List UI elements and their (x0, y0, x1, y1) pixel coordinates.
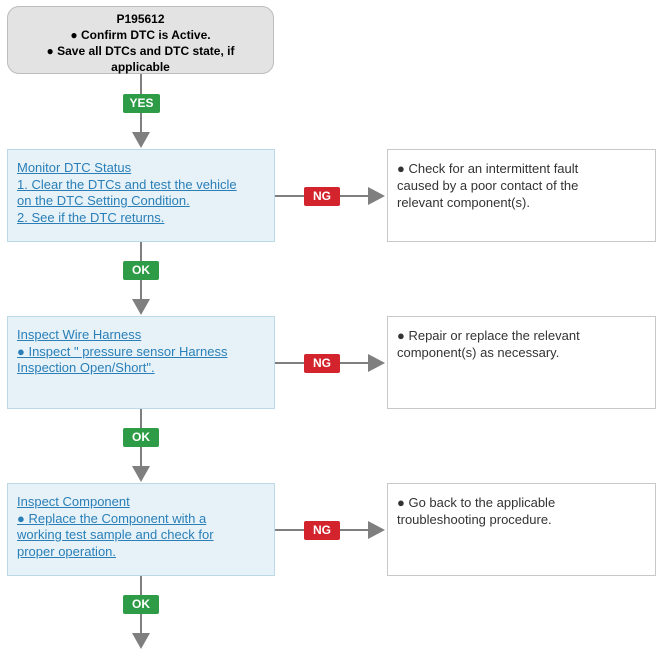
ng-badge: NG (304, 187, 340, 206)
step-line[interactable]: proper operation. (17, 543, 117, 559)
ok-badge: OK (123, 261, 159, 280)
arrowhead (368, 187, 385, 205)
step-line[interactable]: ● Replace the Component with a (17, 510, 207, 526)
result-box-intermittent (387, 149, 656, 242)
result-line: component(s) as necessary. (397, 345, 560, 360)
result-line: caused by a poor contact of the (397, 178, 579, 193)
ok-badge: OK (123, 428, 159, 447)
step-line[interactable]: on the DTC Setting Condition. (17, 193, 190, 208)
dtc-code: P195612 (116, 12, 165, 26)
step-line[interactable]: Inspection Open/Short". (17, 360, 155, 375)
result-line: ● Check for an intermittent fault (397, 161, 579, 176)
arrowhead (368, 354, 385, 372)
step-title[interactable]: Monitor DTC Status (17, 160, 132, 175)
step-title[interactable]: Inspect Wire Harness (17, 327, 142, 342)
step-line[interactable]: 2. See if the DTC returns. (17, 209, 165, 225)
ok-badge: OK (123, 595, 159, 614)
arrowhead (368, 521, 385, 539)
result-line: troubleshooting procedure. (397, 512, 552, 527)
result-line: relevant component(s). (397, 195, 530, 210)
arrowhead (132, 466, 150, 482)
step-line[interactable]: ● Inspect " pressure sensor Harness (17, 343, 228, 359)
arrowhead (132, 132, 150, 148)
arrowhead (132, 299, 150, 315)
result-line: ● Go back to the applicable (397, 495, 556, 510)
ng-badge: NG (304, 521, 340, 540)
step-title[interactable]: Inspect Component (17, 494, 130, 509)
step-line[interactable]: working test sample and check for (17, 527, 214, 542)
result-box-repair (387, 316, 656, 409)
start-bullet-save-cont: applicable (111, 60, 170, 74)
ng-badge: NG (304, 354, 340, 373)
step-line[interactable]: 1. Clear the DTCs and test the vehicle (17, 176, 237, 192)
step-inspect-wire-harness[interactable] (7, 316, 275, 409)
step-monitor-dtc-status[interactable] (7, 149, 275, 242)
step-inspect-component[interactable] (7, 483, 275, 576)
result-box-go-back (387, 483, 656, 576)
start-bullet-confirm: ● Confirm DTC is Active. (70, 28, 211, 42)
yes-badge: YES (123, 94, 160, 113)
start-box (7, 6, 274, 74)
start-bullet-save: ● Save all DTCs and DTC state, if (46, 44, 235, 58)
arrowhead (132, 633, 150, 649)
result-line: ● Repair or replace the relevant (397, 328, 580, 343)
